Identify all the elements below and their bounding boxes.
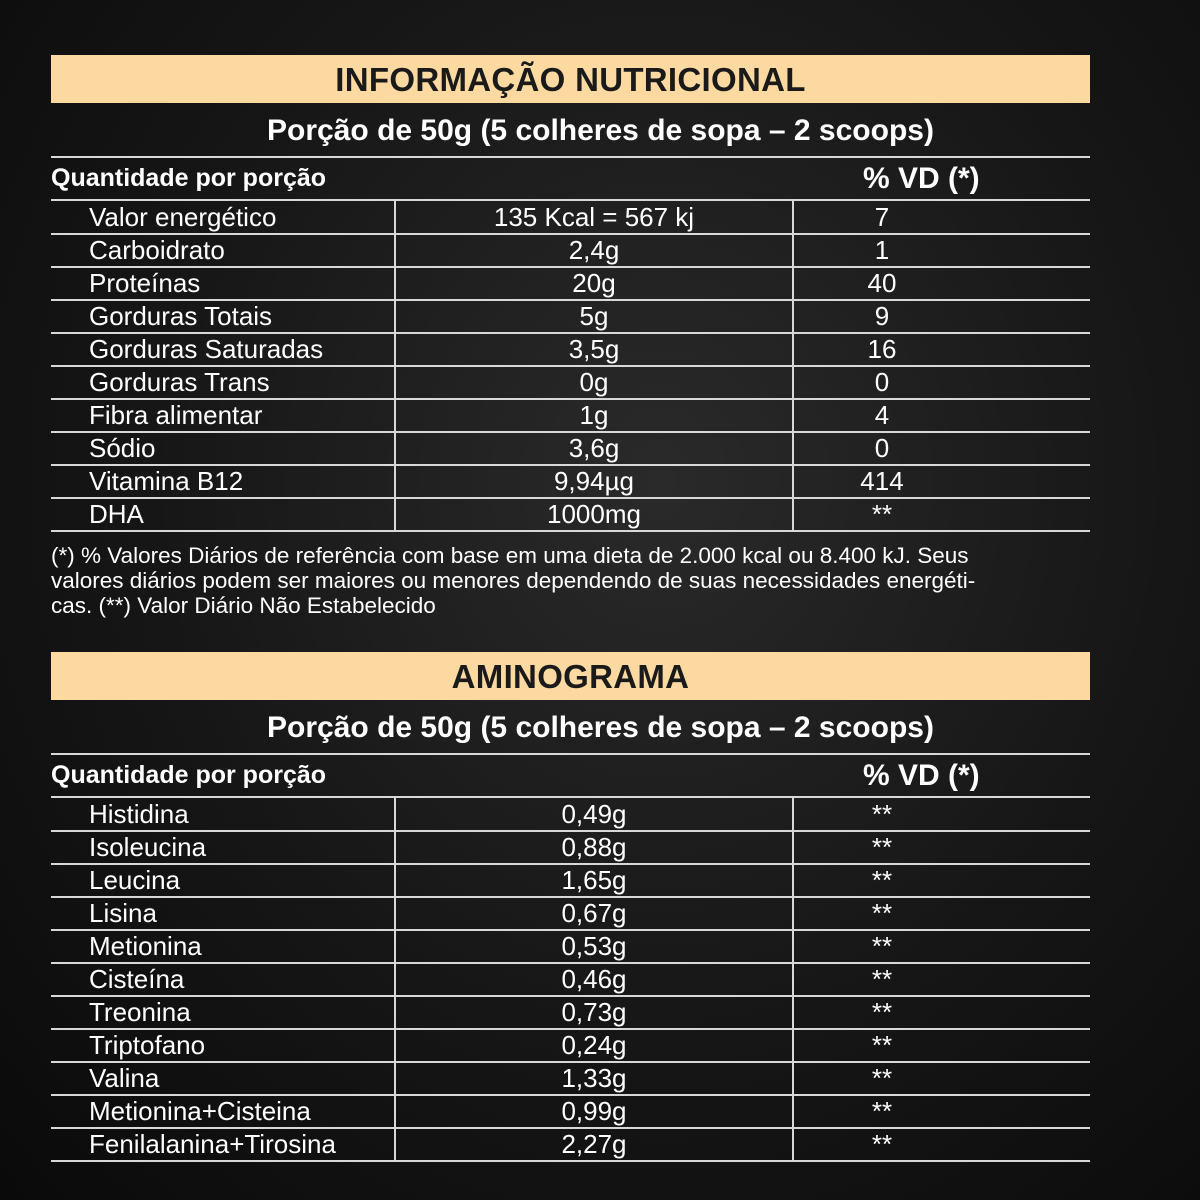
nutrient-vd: ** [793,897,1090,930]
footnote-line: cas. (**) Valor Diário Não Estabelecido [51,593,436,618]
nutrition-table [51,201,1090,532]
nutrient-vd: ** [793,831,1090,864]
nutrient-name: Fenilalanina+Tirosina [51,1128,395,1161]
nutrient-name: Vitamina B12 [51,465,395,498]
nutrient-name: Leucina [51,864,395,897]
aminogram-row [51,897,1090,930]
nutrition-row [51,366,1090,399]
nutrient-amount: 0,73g [395,996,793,1029]
nutrient-amount: 1,65g [395,864,793,897]
nutrient-vd: 16 [793,333,1090,366]
aminogram-row [51,798,1090,831]
nutrient-vd: 7 [793,201,1090,234]
nutrient-name: Sódio [51,432,395,465]
nutrition-row [51,234,1090,267]
nutrient-vd: 414 [793,465,1090,498]
nutrient-name: Carboidrato [51,234,395,267]
nutrient-amount: 3,6g [395,432,793,465]
aminogram-row [51,864,1090,897]
aminogram-panel [51,652,1090,1162]
nutrient-vd: ** [793,1062,1090,1095]
nutrient-name: Triptofano [51,1029,395,1062]
aminogram-row [51,831,1090,864]
nutrition-row [51,498,1090,531]
aminogram-row [51,1095,1090,1128]
nutrition-footnote [51,543,1131,618]
nutrient-name: Metionina+Cisteina [51,1095,395,1128]
nutrient-name: Proteínas [51,267,395,300]
footnote-line: (*) % Valores Diários de referência com base em uma dieta de 2.000 kcal ou 8.400 kJ. Seus [51,543,969,568]
nutrient-amount: 135 Kcal = 567 kj [395,201,793,234]
nutrient-vd: ** [793,1095,1090,1128]
nutrient-vd: ** [793,798,1090,831]
nutrient-amount: 0,67g [395,897,793,930]
footnote-line: valores diários podem ser maiores ou menores dependendo de suas necessidades energéti- [51,568,976,593]
nutrition-title: INFORMAÇÃO NUTRICIONAL [51,55,1090,103]
nutrient-amount: 0g [395,366,793,399]
nutrient-name: DHA [51,498,395,531]
nutrient-amount: 1,33g [395,1062,793,1095]
nutrition-row [51,465,1090,498]
nutrient-amount: 3,5g [395,333,793,366]
nutrient-name: Gorduras Saturadas [51,333,395,366]
nutrient-vd: ** [793,1029,1090,1062]
nutrient-amount: 1g [395,399,793,432]
nutrient-vd: ** [793,498,1090,531]
nutrition-header-row [51,158,1090,201]
nutrient-amount: 2,4g [395,234,793,267]
nutrient-amount: 1000mg [395,498,793,531]
nutrient-vd: 9 [793,300,1090,333]
nutrient-name: Valor energético [51,201,395,234]
nutrient-vd: 1 [793,234,1090,267]
nutrition-row [51,267,1090,300]
aminogram-table [51,798,1090,1162]
nutrient-vd: 0 [793,432,1090,465]
nutrition-row [51,201,1090,234]
qty-header: Quantidade por porção [51,164,327,192]
nutrient-amount: 0,24g [395,1029,793,1062]
nutrient-name: Valina [51,1062,395,1095]
nutrient-name: Histidina [51,798,395,831]
nutrient-vd: ** [793,996,1090,1029]
aminogram-row [51,930,1090,963]
nutrient-vd: 40 [793,267,1090,300]
nutrition-row [51,300,1090,333]
aminogram-row [51,1062,1090,1095]
nutrient-amount: 0,88g [395,831,793,864]
nutrient-vd: 4 [793,399,1090,432]
nutrition-portion: Porção de 50g (5 colheres de sopa – 2 scoops) [51,103,1090,158]
nutrient-name: Lisina [51,897,395,930]
nutrient-name: Treonina [51,996,395,1029]
nutrient-vd: ** [793,963,1090,996]
nutrient-vd: 0 [793,366,1090,399]
nutrient-amount: 0,49g [395,798,793,831]
nutrition-row [51,432,1090,465]
vd-header: % VD (*) [863,759,980,792]
aminogram-row [51,996,1090,1029]
vd-header: % VD (*) [863,162,980,195]
nutrient-name: Metionina [51,930,395,963]
nutrient-amount: 5g [395,300,793,333]
nutrient-name: Isoleucina [51,831,395,864]
nutrient-amount: 2,27g [395,1128,793,1161]
aminogram-row [51,1029,1090,1062]
nutrient-amount: 0,99g [395,1095,793,1128]
nutrition-panel [51,55,1090,532]
nutrient-amount: 0,46g [395,963,793,996]
aminogram-row [51,1128,1090,1161]
aminogram-title: AMINOGRAMA [51,652,1090,700]
nutrient-amount: 20g [395,267,793,300]
nutrition-row [51,399,1090,432]
nutrient-vd: ** [793,1128,1090,1161]
nutrient-amount: 9,94µg [395,465,793,498]
nutrient-name: Fibra alimentar [51,399,395,432]
aminogram-portion: Porção de 50g (5 colheres de sopa – 2 scoops) [51,700,1090,755]
nutrient-vd: ** [793,930,1090,963]
qty-header: Quantidade por porção [51,761,327,789]
aminogram-header-row [51,755,1090,798]
nutrient-vd: ** [793,864,1090,897]
nutrient-name: Gorduras Trans [51,366,395,399]
nutrient-name: Gorduras Totais [51,300,395,333]
nutrient-amount: 0,53g [395,930,793,963]
aminogram-row [51,963,1090,996]
nutrient-name: Cisteína [51,963,395,996]
nutrition-row [51,333,1090,366]
